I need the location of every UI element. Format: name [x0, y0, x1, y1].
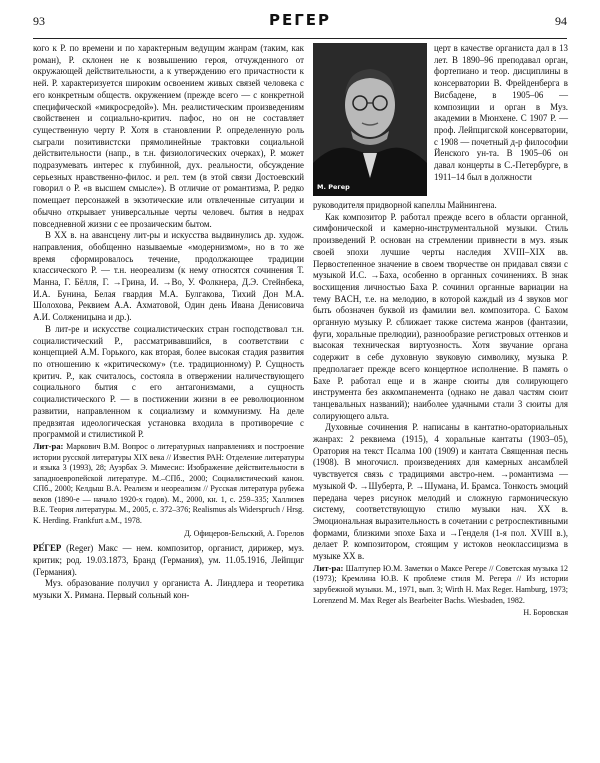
lit-text: Шалтупер Ю.М. Заметки о Максе Регере // Советская музыка 12 (1973); Кремлина Ю.В. К проблеме стиля М. Регера // Из истории зарубежной музыки. М., 1971, вып. 3; Wirth H. Max Reger. Hamburg, 1973; Lorenzend M. Max Reger als Bearbeiter Bachs. Wiesbaden, 1982.	[313, 563, 569, 605]
right-column	[313, 200, 568, 619]
lit-label: Лит-ра:	[313, 562, 344, 573]
page-number-left: 93	[33, 14, 45, 28]
paragraph: В лит-ре и искусстве социалистических стран господствовал т.н. социалистический Р., рассматривавшийся, в соответствии с концепцией А.М. Горького, как вторая, более высокая стадия развития по отношению к «критическому» (т.е. традиционному) Р. Сущность критич. Р., как считалось, состояла в отвержении наличествующего социального бытия с его антагонизмами, а сущность социалистического Р. — в постижении жизни в ее революционном развитии, направленном к социализму и коммунизму. На деле предвзятая идеологическая установка входила в противоречие с программой и стилистикой Р.	[33, 323, 304, 440]
left-column	[33, 43, 304, 602]
entry-header	[33, 543, 304, 578]
portrait-photo	[313, 43, 427, 196]
lit-text: Маркович В.М. Вопрос о литературных направлениях и построение истории русской литературы XIX века // Известия РАН: Отделение литературы и языка 3 (1993), 28; Ауэрбах Э. Мимесис: Изображение действительности в западноевропейской литературе. М.–СПб., 2000; Социалистический канон. СПб., 2000; Келдыш В.А. Реализм и неореализм // Русская литература рубежа веков (1890-е — начало 1920-х годов). М., 2000, кн. 1, с. 259–335; Халлизев В.Е. Теория литературы. М., 2005, с. 372–376; Realismus als Widerspruch / Hrsg. K. Herding. Frankfurt a.M., 1978.	[33, 441, 305, 526]
entry-title: РЕ́ГЕР	[33, 543, 62, 554]
bibliography	[313, 563, 568, 606]
text-beside-photo	[434, 43, 568, 183]
paragraph: Муз. образование получил у органиста А. Линдлера и теоретика музыки Х. Римана. Первый сольный кон-	[33, 578, 304, 601]
paragraph: церт в качестве органиста дал в 13 лет. В 1890–96 преподавал орган, фортепиано и теор. дисциплины в консерватории В. Фрейденберга в Висбадене, в 1905–06 — композиции и орган в Муз. академии в Мюнхене. С 1907 Р. — проф. Лейпцигской консерватории, с 1908 — почетный д-р философии Йенского ун-та. В 1905–06 он давал концерты в С.-Петербурге, в 1911–14 был в должности	[434, 43, 568, 182]
running-title: РЕГЕР	[268, 11, 332, 29]
paragraph: кого к Р. по времени и по характерным ведущим жанрам (таким, как роман), Р. склонен не к возвышению героя, отчужденного от окружающей действительности, а к утверждению его причастности к ней. Р. характеризуется широким освоением живых связей человека с его конкретным обществ. окружением (прежде всего — с конкретной специфической «микросредой»). Мн. реалистическим произведениям свойственен и социально-критич. пафос, но он не составляет существенную черту Р. Хотя в становлении Р. определенную роль сыграли позитивистски прямолинейные трактовки социальной действительности (напр., в т.н. физиологических очерках), Р. может подразумевать интерес к глубинной, дух. реальности, обсуждение серьезных нравственно-филос. и рел. тем (в этой связи Достоевский говорил о Р. «в высшем смысле»). В отличие от романтизма, Р. редко помещает персонажей в экзотические или отвлеченные ситуации и обычно открывает универсальные черты человеч. бытия в недрах повседневной жизни с ее прозаическим бытом.	[33, 43, 304, 229]
entry-intro: (Reger) Макс — нем. композитор, органист, дирижер, муз. критик; род. 19.03.1873, Бранд (Германия), ум. 11.05.1916, Лейпциг (Германия).	[33, 543, 304, 577]
portrait-image	[313, 43, 427, 196]
paragraph: руководителя придворной капеллы Майнингена.	[313, 200, 497, 210]
page-header	[33, 11, 567, 36]
paragraph: В XX в. на авансцену лит-ры и искусства выдвинулись др. худож. направления, обобщенно называемые «модернизмом», но в то же время сформировалось течение, продолжающее традиции классического Р. — т.н. неореализм (к нему относятся сочинения Т. Манна, Г. Бёлля, Г. →Грина, И. →Во, У. Фолкнера, Д.Э. Стейнбека, И.А. Бунина, Белая гвардия М.А. Булгакова, Тихий Дон М.А. Шолохова, Реквием А.А. Ахматовой, Один день Ивана Денисовича А.И. Солженицына и др.).	[33, 230, 304, 323]
page-number-right: 94	[555, 14, 567, 28]
author-signature: Д. Офицеров-Бельский, А. Горелов	[184, 528, 304, 538]
author-signature: Н. Боровская	[523, 608, 568, 618]
paragraph: Духовные сочинения Р. написаны в кантатно-ораториальных жанрах: 2 реквиема (1915), 4 хоральные кантаты (1903–05), Оратория на текст Псалма 100 (1909) и кантата Священная песнь (1908). В многочисл. произведениях для камерных ансамблей чувствуется связь с традициями австро-нем. →романтизма — музыкой Ф. →Шуберта, Р. →Шумана, И. Брамса. Тонкость эмоций передана через рисунок мелодий и сложную гармоническую систему, соответствующую стилю музыки нач. XX в. Эмоциональная выразительность в сочетании с ретроспективными формами, близкими эпохе Баха и →Генделя (1-я пол. XVIII в.), делает Р. композитором, стоящим у истоков неоклассицизма в музыке XX в.	[313, 422, 568, 562]
bibliography	[33, 441, 304, 527]
lit-label: Лит-ра:	[33, 440, 64, 451]
header-rule	[33, 38, 567, 39]
photo-caption: М. Регер	[317, 183, 350, 191]
paragraph: Как композитор Р. работал прежде всего в области органной, симфонической и камерно-инструментальной музыки. Стиль произведений Р. основан на стремлении привнести в муз. язык своей эпохи лучшие черты наследия XVIII–XIX вв. Первостепенное значение в своем творчестве он придавал связи с музыкой И.С. →Баха, особенно в органных сочинениях. В знак восхищения личностью Баха Р. сочинил органные вариации на тему BACH, т.е. на мелодию, в которой каждый из 4 звуков мог быть обозначен буквой из фамилии вел. композитора. С Бахом органную музыку Р. сближает также система жанров (фантазии, фуги, хоральные прелюдии), разнообразие регистровых оттенков и высокая техническая виртуозность. Хотя звучание органа содержит в себе духовную звуковую символику, музыка Р. предполагает прежде всего концертное исполнение. В память о Бахе Р. работал еще и в жанре сюиты для солирующего инструмента без аккомпанемента (однако не давал частям сюит танцевальных названий); наиболее удачными стали 3 сюиты для солирующего альта.	[313, 211, 568, 421]
